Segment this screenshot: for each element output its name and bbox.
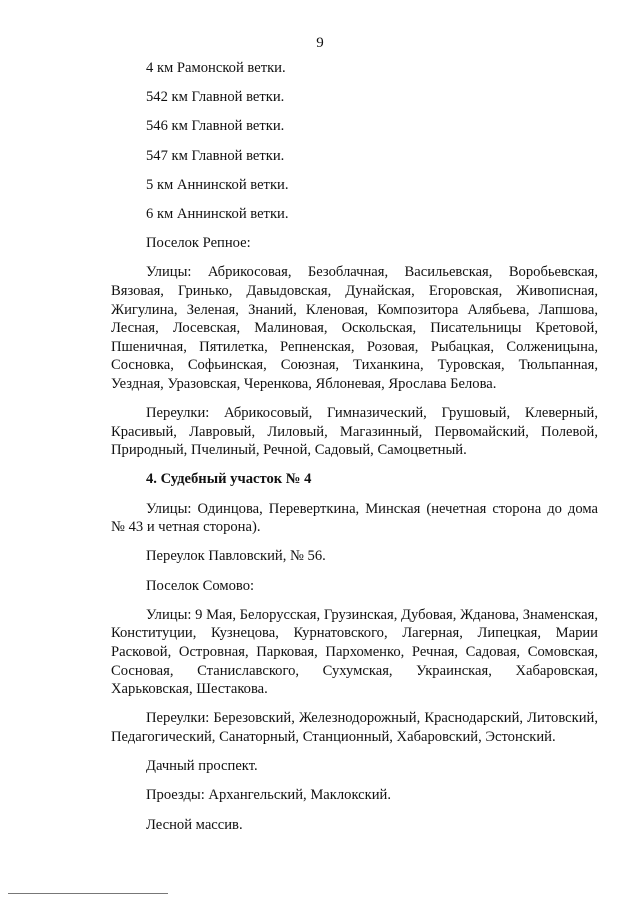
section-heading-court-4: 4. Судебный участок № 4: [146, 471, 312, 488]
paragraph-somovo-lanes: Переулки: Березовский, Железнодорожный, Краснодарский, Литовский, Педагогический, Санаторный, Станционный, Хабаровский, Эстонский.: [111, 710, 598, 745]
paragraph-court-4-streets: Улицы: Одинцова, Переверткина, Минская (нечетная сторона до дома № 43 и четная сторона).: [111, 500, 598, 536]
page-number: 9: [316, 35, 324, 51]
paragraph-poselok-somovo: Поселок Сомово:: [146, 577, 255, 594]
paragraph-dachny-prospekt: Дачный проспект.: [146, 758, 258, 775]
document-body: [111, 59, 598, 845]
paragraph-anninskaya-6km: 6 км Аннинской ветки.: [146, 205, 289, 222]
paragraph-glavnaya-546km: 546 км Главной ветки.: [146, 118, 285, 135]
paragraph-pavlovsky-lane: Переулок Павловский, № 56.: [146, 548, 326, 565]
paragraph-poselok-repnoe: Поселок Репное:: [146, 235, 251, 252]
paragraph-anninskaya-5km: 5 км Аннинской ветки.: [146, 176, 289, 193]
paragraph-somovo-streets: Улицы: 9 Мая, Белорусская, Грузинская, Дубовая, Жданова, Знаменская, Конституции, Кузнецова, Курнатовского, Лагерная, Липецкая, Марии Расковой, Островная, Парковая, Пархоменко, Речная, Садовая, Сомовская, Сосновая, Станиславского, Сухумская, Украинская, Хабаровская, Харьковская, Шестакова.: [111, 606, 598, 698]
paragraph-glavnaya-547km: 547 км Главной ветки.: [146, 147, 285, 164]
footer-divider: [8, 893, 168, 894]
paragraph-repnoe-streets: Улицы: Абрикосовая, Безоблачная, Васильевская, Воробьевская, Вязовая, Гринько, Давыдовская, Дунайская, Егоровская, Живописная, Жигулина, Зеленая, Знаний, Кленовая, Композитора Алябьева, Лапшова, Лесная, Лосевская, Малиновая, Оскольская, Писательницы Кретовой, Пшеничная, Пятилетка, Репненская, Розовая, Рыбацкая, Солженицына, Сосновка, Софьинская, Союзная, Тиханкина, Туровская, Тюльпанная, Уездная, Уразовская, Черенкова, Яблоневая, Ярослава Белова.: [111, 264, 598, 392]
paragraph-glavnaya-542km: 542 км Главной ветки.: [146, 89, 285, 106]
paragraph-repnoe-lanes: Переулки: Абрикосовый, Гимназический, Грушовый, Клеверный, Красивый, Лавровый, Лиловый, Магазинный, Первомайский, Полевой, Природный, Пчелиный, Речной, Садовый, Самоцветный.: [111, 405, 598, 459]
paragraph-lesnoy-massiv: Лесной массив.: [146, 816, 243, 833]
paragraph-proezdy: Проезды: Архангельский, Маклокский.: [146, 787, 392, 804]
paragraph-ramonskaya-4km: 4 км Рамонской ветки.: [146, 60, 286, 76]
